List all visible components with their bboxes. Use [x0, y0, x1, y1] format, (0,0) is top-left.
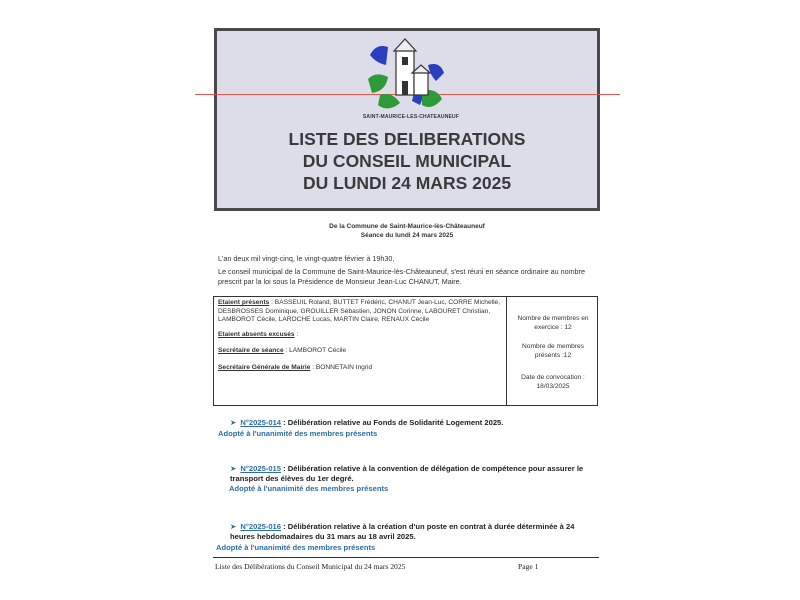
deliberation-text: : Délibération relative au Fonds de Solidarité Logement 2025.: [281, 418, 504, 427]
footer-rule: [213, 557, 599, 558]
present-names: : BASSEUIL Roland, BUTTET Frédéric, CHANUT Jean-Luc, CORRE Michelle, DESBROSSES Dominique, GROUILLER Sébastien, JONON Corinne, LABOURET Christian, LAMBOROT Cécile, LAROCHE Lucas, MARTIN Claire, RENAUX Cécile: [218, 299, 501, 324]
title-line-3: DU LUNDI 24 MARS 2025: [302, 173, 512, 193]
church-logo-icon: [366, 35, 446, 117]
sg-row: [218, 364, 502, 373]
table-divider: [506, 297, 507, 405]
deliberation-text: : Délibération relative à la convention de délégation de compétence pour assurer le transport des élèves du 1er degré.: [230, 464, 584, 483]
present-label: Etaient présents: [218, 299, 270, 306]
secretary-value: : LAMBOROT Cécile: [283, 347, 347, 355]
deliberation-result: Adopté à l'unanimité des membres présents: [229, 484, 389, 493]
absent-row: [218, 331, 502, 340]
absent-label: Etaient absents excusés: [218, 330, 295, 338]
present-row: [218, 299, 502, 325]
members-in-office: Nombre de membres en exercice : 12: [517, 315, 589, 331]
arrow-bullet-icon: ➤: [230, 464, 237, 473]
members-present: Nombre de membres présents :12: [522, 343, 584, 359]
convocation-date: 18/03/2025: [536, 382, 570, 390]
seance-line: Séance du lundi 24 mars 2025: [360, 232, 454, 239]
secretary-label: Secrétaire de séance: [218, 347, 284, 355]
sg-label: Secrétaire Générale de Mairie: [218, 363, 311, 371]
title-line-2: DU CONSEIL MUNICIPAL: [302, 151, 512, 171]
deliberation-result: Adopté à l'unanimité des membres présents: [216, 543, 376, 552]
deliberation-item: [230, 522, 600, 542]
title-line-1: LISTE DES DELIBERATIONS: [288, 129, 526, 149]
attendance-left-cell: [218, 299, 502, 373]
absent-value: :: [294, 330, 299, 338]
attendance-table: [213, 296, 598, 406]
deliberation-item: [230, 418, 600, 428]
attendance-right-cell: [510, 297, 596, 392]
deliberation-number: N°2025-014: [240, 418, 281, 427]
intro-paragraph-1: L'an deux mil vingt-cinq, le vingt-quatre février à 19h30,: [218, 254, 395, 263]
intro-paragraph-2: Le conseil municipal de la Commune de Saint-Maurice-lès-Châteauneuf, s'est réuni en séance ordinaire au nombre prescrit par la loi sous la Présidence de Monsieur Jean-Luc CHANUT, Maire.: [218, 267, 585, 286]
secretary-row: [218, 347, 502, 356]
arrow-bullet-icon: ➤: [230, 418, 237, 427]
deliberation-result: Adopté à l'unanimité des membres présents: [218, 429, 378, 438]
deliberation-text: : Délibération relative à la création d'un poste en contrat à durée déterminée à 24 heures hebdomadaires du 31 mars au 18 avril 2025.: [230, 522, 575, 541]
deliberation-number: N°2025-015: [240, 464, 281, 473]
convocation-label: Date de convocation :: [521, 374, 585, 382]
document-title: [214, 128, 600, 194]
sg-value: : BONNETAIN Ingrid: [310, 363, 373, 371]
page-number: Page 1: [518, 562, 539, 571]
footer-left-text: Liste des Délibérations du Conseil Municipal du 24 mars 2025: [215, 562, 406, 571]
arrow-bullet-icon: ➤: [230, 522, 237, 531]
commune-line: De la Commune de Saint-Maurice-lès-Châteauneuf: [329, 223, 485, 230]
logo-caption: SAINT-MAURICE-LES-CHATEAUNEUF: [362, 114, 460, 120]
deliberation-item: [230, 464, 600, 484]
deliberation-number: N°2025-016: [240, 522, 281, 531]
